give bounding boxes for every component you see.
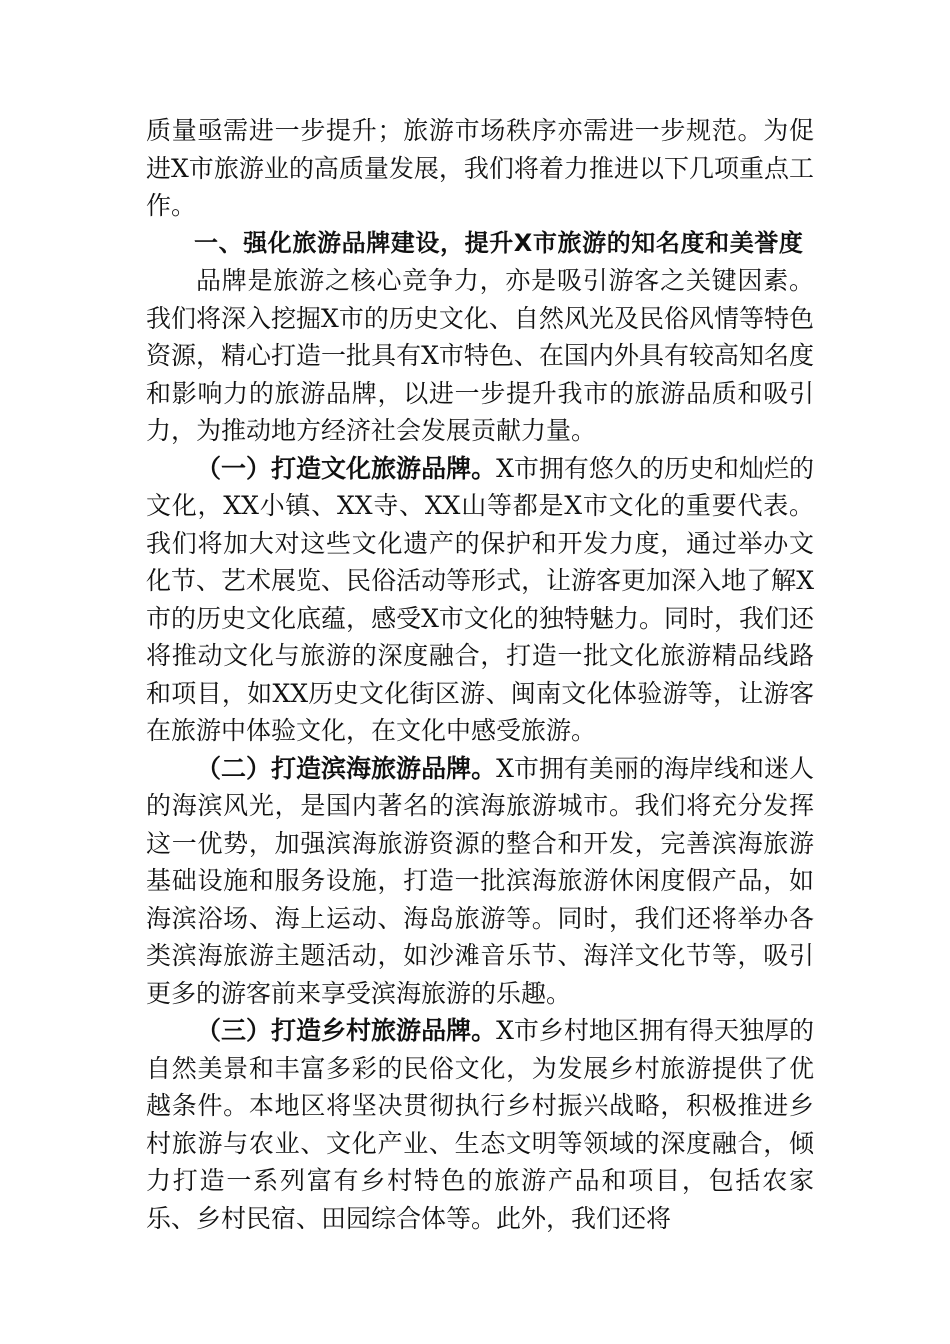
item-title-culture: （一）打造文化旅游品牌。 — [196, 453, 497, 483]
item-paragraph-rural — [146, 1012, 814, 1237]
item-title-coastal: （二）打造滨海旅游品牌。 — [196, 753, 497, 783]
item-title-rural: （三）打造乡村旅游品牌。 — [196, 1016, 497, 1045]
item-body-culture: X市拥有悠久的历史和灿烂的文化，XX小镇、XX寺、XX山等都是X市文化的重要代表。我们将加大对这些文化遗产的保护和开发力度，通过举办文化节、艺术展览、民俗活动等形式，让游客更加深入地了解X市的历史文化底蕴，感受X市文化的独特魅力。同时，我们还将推动文化与旅游的深度融合，打造一批文化旅游精品线路和项目，如XX历史文化街区游、闽南文化体验游等，让游客在旅游中体验文化，在文化中感受旅游。 — [146, 453, 814, 745]
document-body — [146, 112, 814, 1237]
item-body-coastal: X市拥有美丽的海岸线和迷人的海滨风光，是国内著名的滨海旅游城市。我们将充分发挥这一优势，加强滨海旅游资源的整合和开发，完善滨海旅游基础设施和服务设施，打造一批滨海旅游休闲度假产品，如海滨浴场、海上运动、海岛旅游等。同时，我们还将举办各类滨海旅游主题活动，如沙滩音乐节、海洋文化节等，吸引更多的游客前来享受滨海旅游的乐趣。 — [146, 753, 814, 1008]
section-heading: 一、强化旅游品牌建设，提升X市旅游的知名度和美誉度 — [194, 228, 804, 257]
intro-paragraph: 质量亟需进一步提升；旅游市场秩序亦需进一步规范。为促进X市旅游业的高质量发展，我们将着力推进以下几项重点工作。 — [146, 116, 814, 220]
item-paragraph-culture — [146, 450, 814, 750]
item-body-rural: X市乡村地区拥有得天独厚的自然美景和丰富多彩的民俗文化，为发展乡村旅游提供了优越条件。本地区将坚决贯彻执行乡村振兴战略，积极推进乡村旅游与农业、文化产业、生态文明等领域的深度融合，倾力打造一系列富有乡村特色的旅游产品和项目，包括农家乐、乡村民宿、田园综合体等。此外，我们还将 — [146, 1016, 814, 1233]
section-intro-paragraph: 品牌是旅游之核心竞争力，亦是吸引游客之关键因素。我们将深入挖掘X市的历史文化、自然风光及民俗风情等特色资源，精心打造一批具有X市特色、在国内外具有较高知名度和影响力的旅游品牌，以进一步提升我市的旅游品质和吸引力，为推动地方经济社会发展贡献力量。 — [146, 266, 814, 445]
item-paragraph-coastal — [146, 750, 814, 1013]
